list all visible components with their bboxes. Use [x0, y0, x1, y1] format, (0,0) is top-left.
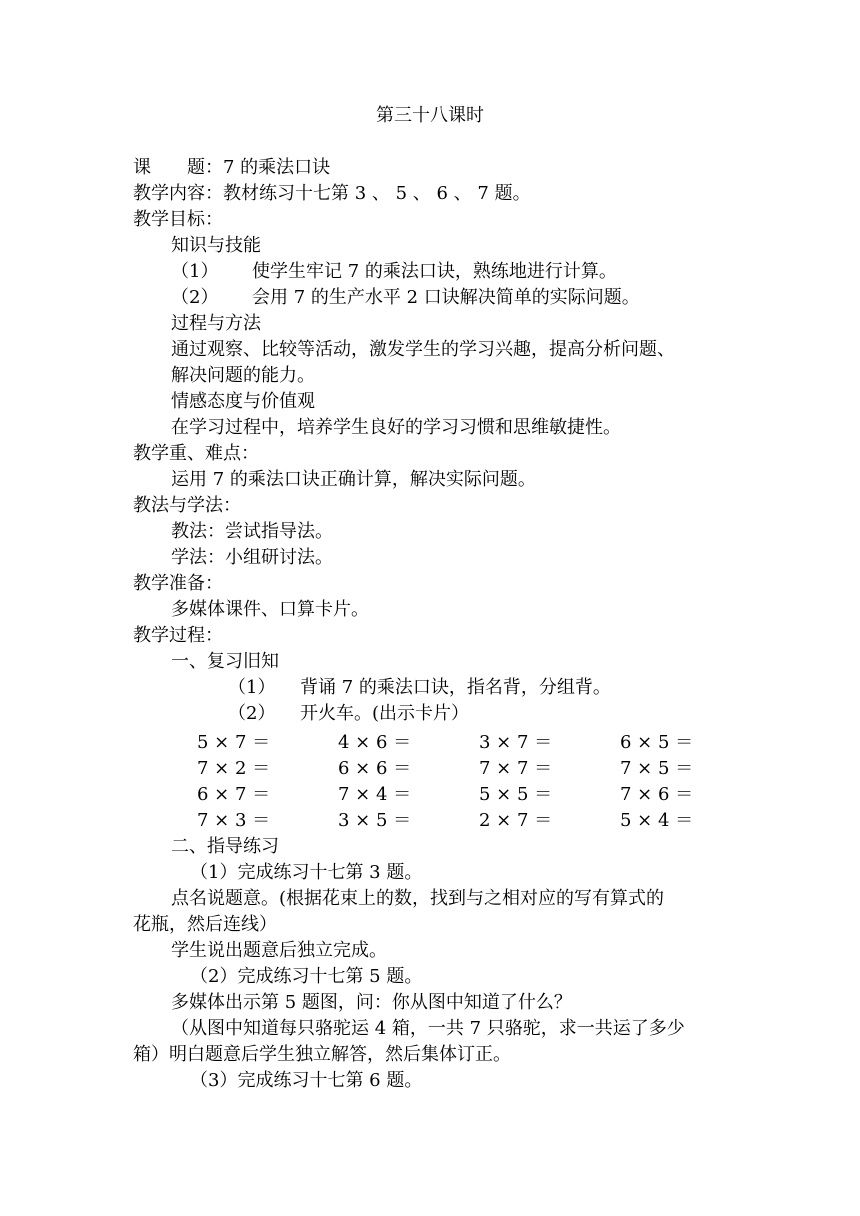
process-heading: 过程与方法	[171, 313, 261, 334]
teaching-method: 教法：尝试指导法。	[171, 521, 333, 542]
card-expression: 6 × 5 ＝	[620, 732, 694, 753]
card-expression: 7 × 6 ＝	[620, 784, 694, 805]
knowledge-2-text: 会用 7 的生产水平 2 口诀解决简单的实际问题。	[252, 287, 640, 308]
card-expression: 7 × 3 ＝	[197, 810, 271, 831]
emotion-heading: 情感态度与价值观	[171, 391, 315, 412]
guide-1-description-line-3: 学生说出题意后独立完成。	[171, 940, 387, 961]
guide-1-description-line-2: 花瓶，然后连线）	[133, 914, 277, 935]
card-expression: 2 × 7 ＝	[479, 810, 553, 831]
card-expression: 5 × 4 ＝	[620, 810, 694, 831]
card-expression: 6 × 7 ＝	[197, 784, 271, 805]
process-text-line-1: 通过观察、比较等活动，激发学生的学习兴趣，提高分析问题、	[171, 339, 675, 360]
guide-2-description-line-1: 多媒体出示第 5 题图，问：你从图中知道了什么？	[171, 992, 572, 1013]
guide-heading: 二、指导练习	[171, 836, 279, 857]
review-1-text: 背诵 7 的乘法口诀，指名背，分组背。	[300, 677, 611, 698]
card-expression: 5 × 7 ＝	[197, 732, 271, 753]
preparation-heading: 教学准备：	[133, 573, 223, 594]
review-2-number: （2）	[228, 703, 276, 724]
method-heading: 教法与学法：	[133, 495, 241, 516]
review-2-text: 开火车。(出示卡片）	[300, 703, 470, 724]
review-heading: 一、复习旧知	[171, 651, 279, 672]
page-title: 第三十八课时	[376, 105, 484, 126]
goals-heading: 教学目标：	[133, 209, 223, 230]
key-points-text: 运用 7 的乘法口诀正确计算，解决实际问题。	[171, 469, 536, 490]
card-expression: 5 × 5 ＝	[479, 784, 553, 805]
learning-method: 学法：小组研讨法。	[171, 547, 333, 568]
card-expression: 7 × 2 ＝	[197, 758, 271, 779]
card-expression: 3 × 7 ＝	[479, 732, 553, 753]
guide-2: （2）完成练习十七第 5 题。	[190, 966, 423, 987]
knowledge-heading: 知识与技能	[171, 235, 261, 256]
guide-1-description-line-1: 点名说题意。(根据花束上的数，找到与之相对应的写有算式的	[171, 888, 665, 909]
key-points-heading: 教学重、难点：	[133, 443, 259, 464]
card-expression: 6 × 6 ＝	[338, 758, 412, 779]
card-expression: 7 × 7 ＝	[479, 758, 553, 779]
preparation-text: 多媒体课件、口算卡片。	[171, 599, 369, 620]
knowledge-1-number: （1）	[171, 261, 219, 282]
emotion-text: 在学习过程中，培养学生良好的学习习惯和思维敏捷性。	[171, 417, 621, 438]
lesson-topic: 课 题：7 的乘法口诀	[133, 157, 331, 178]
guide-2-description-line-3: 箱）明白题意后学生独立解答，然后集体订正。	[133, 1044, 511, 1065]
teaching-content: 教学内容：教材练习十七第 3 、 5 、 6 、 7 题。	[133, 183, 531, 204]
guide-1: （1）完成练习十七第 3 题。	[190, 862, 423, 883]
guide-3: （3）完成练习十七第 6 题。	[190, 1070, 423, 1091]
card-expression: 4 × 6 ＝	[338, 732, 412, 753]
card-expression: 7 × 5 ＝	[620, 758, 694, 779]
knowledge-1-text: 使学生牢记 7 的乘法口诀，熟练地进行计算。	[252, 261, 617, 282]
review-1-number: （1）	[228, 677, 276, 698]
card-expression: 3 × 5 ＝	[338, 810, 412, 831]
guide-2-description-line-2: （从图中知道每只骆驼运 4 箱，一共 7 只骆驼，求一共运了多少	[171, 1018, 685, 1039]
card-expression: 7 × 4 ＝	[338, 784, 412, 805]
procedure-heading: 教学过程：	[133, 625, 223, 646]
knowledge-2-number: （2）	[171, 287, 219, 308]
process-text-line-2: 解决问题的能力。	[171, 365, 315, 386]
